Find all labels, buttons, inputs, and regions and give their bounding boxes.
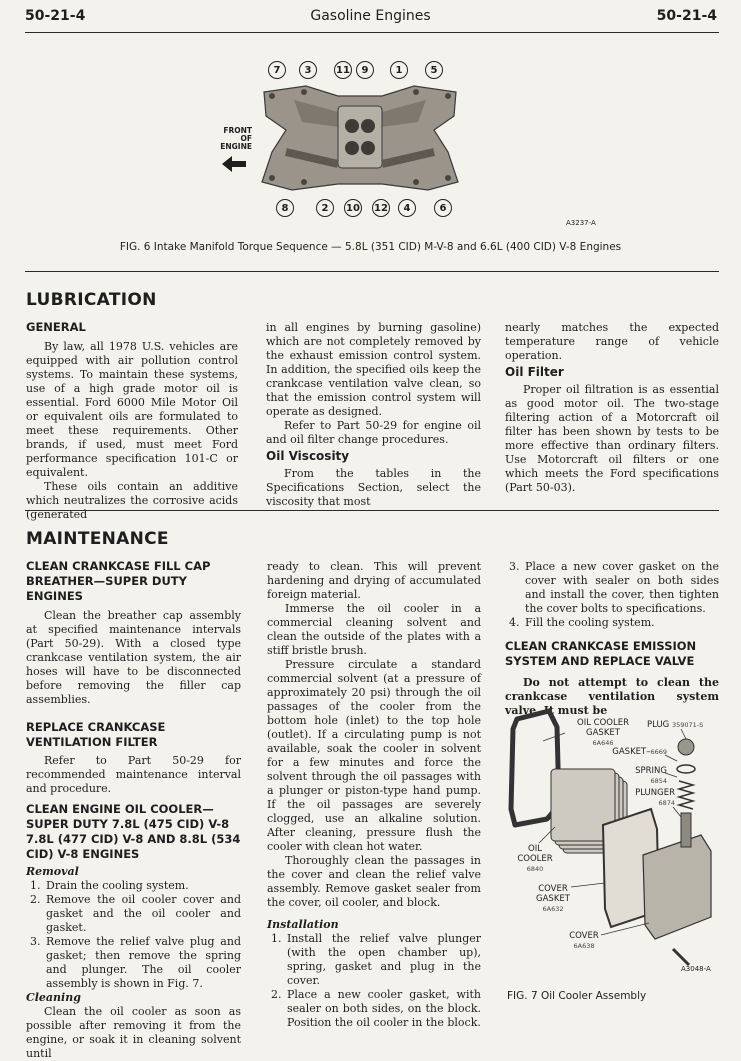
fig7-caption: FIG. 7 Oil Cooler Assembly [507,990,647,1002]
fig7-label-gasket: GASKET–6669 [612,747,667,757]
installation-steps-cont [505,560,719,630]
lubrication-col-2 [266,321,481,509]
general-para-2: These oils contain an additive which neutralizes the corrosive acids (generated [26,480,238,521]
col3-para-1: nearly matches the expected temperature range of vehicle operation. [505,321,719,362]
installation-step: 4. Fill the cooling system. [523,616,719,630]
torque-sequence-number: 8 [276,199,294,217]
viscosity-para: From the tables in the Specifications Section, select the viscosity that most [266,467,481,508]
pcv-filter-heading: REPLACE CRANKCASE VENTILATION FILTER [26,720,166,749]
figure-7 [505,705,721,1010]
page-number-right: 50-21-4 [656,8,717,24]
breather-para: Clean the breather cap assembly at specified maintenance intervals (Part 50-29). With a closed type crankcase ventilation system, the air hoses will have to be disconnected before removing the filler cap assemblies. [26,609,241,706]
page-number-left: 50-21-4 [25,8,86,24]
installation-steps [267,932,481,1030]
fig7-label-plug: PLUG 359071-S [647,720,704,730]
emission-heading: CLEAN CRANKCASE EMISSION SYSTEM AND REPLACE VALVE [505,639,697,668]
fig7-label-cover-gasket: COVER GASKET 6A632 [536,884,570,913]
oil-filter-para: Proper oil filtration is as essential as good motor oil. The two-stage filtering action of a Motorcraft oil filter has been shown by tests to be more effective than ordinary filters. Use Motorcraft oil filters or one which meets the Ford specifications (Part 50-03). [505,383,719,494]
intake-manifold-illustration [258,82,462,196]
fig6-caption: FIG. 6 Intake Manifold Torque Sequence — 5.8L (351 CID) M-V-8 and 6.6L (400 CID) V-8 Engines [119,241,622,253]
lubrication-col-3 [505,321,719,495]
torque-sequence-number: 10 [344,199,362,217]
torque-sequence-number: 7 [268,61,286,79]
section-rule-2 [25,510,719,511]
pcv-filter-para: Refer to Part 50-29 for recommended maintenance interval and procedure. [26,754,241,795]
arrow-left-icon [220,154,248,174]
torque-sequence-number: 11 [334,61,352,79]
fig7-label-oil-cooler-gasket: OIL COOLER GASKET 6A646 [577,718,629,747]
removal-step: 1. Drain the cooling system. [44,879,241,893]
torque-sequence-number: 9 [356,61,374,79]
emission-para: Do not attempt to clean the crankcase ventilation system valve. It must be [505,676,719,717]
fig7-label-cover: COVER 6A638 [569,931,599,950]
general-heading: GENERAL [26,320,86,334]
front-of-engine-label: FRONT OF ENGINE [220,126,252,151]
col2-para-1: in all engines by burning gasoline) which are not completely removed by the exhaust emission control system. In addition, the specified oils keep the crankcase ventilation valve clean, so that the emission control system will operate as designed. [266,321,481,418]
installation-step: 2. Place a new cooler gasket, with sealer on both sides, on the block. Position the oil cooler in the block. [285,988,481,1030]
maintenance-heading: MAINTENANCE [26,529,169,549]
pressure-para: Pressure circulate a standard commercial solvent (at a pressure of approximately 20 psi) through the oil passages of the cooler from the bottom hole (inlet) to the top hole (outlet). If a circulating pump is not available, soak the cooler in solvent for a few minutes and force the solvent through the oil passages with a plunger or piston-type hand pump. If the oil passages are severely clogged, use an alkaline solution. After cleaning, pressure flush the cooler with clean hot water. [267,658,481,853]
torque-sequence-number: 4 [398,199,416,217]
section-rule-1 [25,271,719,272]
fig6-code: A3237-A [566,219,596,227]
fig7-label-plunger: PLUNGER 6874 [635,788,675,807]
breather-heading: CLEAN CRANKCASE FILL CAP BREATHER—SUPER DUTY ENGINES [26,559,211,603]
oil-filter-heading: Oil Filter [505,365,564,379]
figure-6 [0,0,741,270]
oil-viscosity-heading: Oil Viscosity [266,449,350,463]
cleaning-para: Clean the oil cooler as soon as possible after removing it from the engine, or soak it in cleaning solvent until [26,1005,241,1060]
running-title: Gasoline Engines [310,8,431,24]
maintenance-col-2 [267,560,481,1030]
torque-sequence-number: 5 [425,61,443,79]
col2-para-2: Refer to Part 50-29 for engine oil and oil filter change procedures. [266,419,481,446]
torque-sequence-number: 6 [434,199,452,217]
removal-step: 3. Remove the relief valve plug and gasket; then remove the spring and plunger. The oil cooler assembly is shown in Fig. 7. [44,935,241,991]
passages-para: Thoroughly clean the passages in the cover and clean the relief valve assembly. Remove gasket sealer from the cover, oil cooler, and block. [267,854,481,909]
installation-step: 3. Place a new cover gasket on the cover with sealer on both sides and install the cover, then tighten the cover bolts to specifications. [523,560,719,616]
fig7-label-oil-cooler: OIL COOLER 6840 [517,844,553,873]
immerse-para: Immerse the oil cooler in a commercial cleaning solvent and clean the outside of the plates with a stiff bristle brush. [267,602,481,657]
removal-steps [26,879,241,991]
installation-label: Installation [267,918,339,931]
cleaning-para-cont: ready to clean. This will prevent hardening and drying of accumulated foreign material. [267,560,481,601]
installation-step: 1. Install the relief valve plunger (with the open chamber up), spring, gasket and plug in the cover. [285,932,481,988]
torque-sequence-number: 12 [372,199,390,217]
removal-step: 2. Remove the oil cooler cover and gasket and the oil cooler and gasket. [44,893,241,935]
fig7-label-spring: SPRING 6854 [635,766,667,785]
fig7-code: A3048-A [681,965,711,973]
cleaning-label: Cleaning [26,991,81,1004]
torque-sequence-number: 3 [299,61,317,79]
lubrication-heading: LUBRICATION [26,290,157,310]
maintenance-col-3 [505,560,719,718]
torque-sequence-number: 2 [316,199,334,217]
oil-cooler-heading: CLEAN ENGINE OIL COOLER—SUPER DUTY 7.8L (475 CID) V-8 7.8L (477 CID) V-8 AND 8.8L (534 CID) V-8 ENGINES [26,802,241,861]
removal-label: Removal [26,865,79,878]
general-para-1: By law, all 1978 U.S. vehicles are equipped with air pollution control systems. To maintain these systems, use of a high grade motor oil is essential. Ford 6000 Mile Motor Oil or equivalent oils are formulated to meet these requirements. Other brands, if used, must meet Ford performance specification 101-C or equivalent. [26,340,238,479]
maintenance-col-1 [26,559,241,1061]
lubrication-col-1 [26,320,238,522]
torque-sequence-number: 1 [390,61,408,79]
